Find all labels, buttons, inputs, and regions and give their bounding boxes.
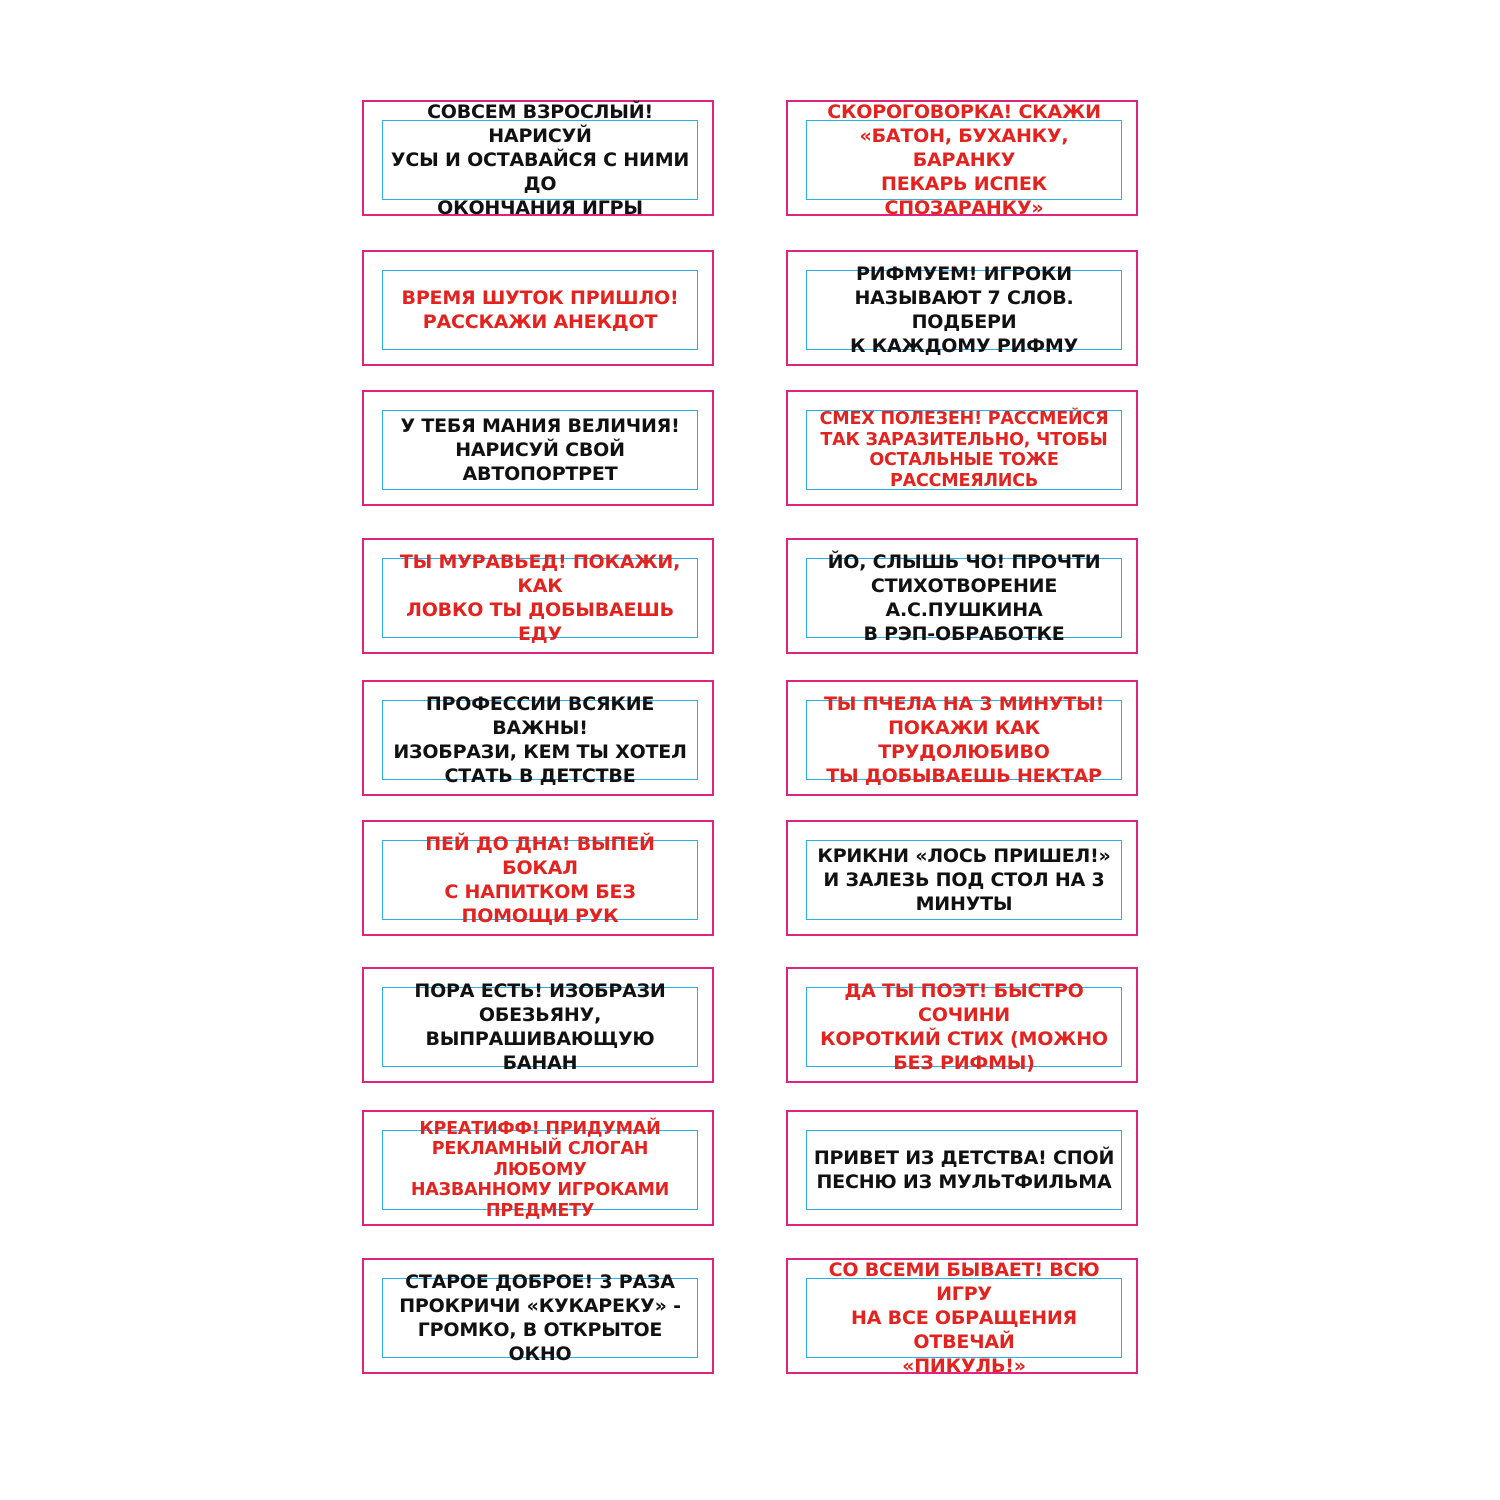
card-14 xyxy=(786,967,1138,1083)
card-inner-frame xyxy=(382,833,698,927)
card-5 xyxy=(362,390,714,506)
card-7 xyxy=(362,538,714,654)
card-text: КРИКНИ «ЛОСЬ ПРИШЕЛ!» И ЗАЛЕЗЬ ПОД СТОЛ НА 3 МИНУТЫ xyxy=(817,845,1111,915)
card-1 xyxy=(362,100,714,219)
card-text: ПРИВЕТ ИЗ ДЕТСТВА! СПОЙ ПЕСНЮ ИЗ МУЛЬТФИЛЬМА xyxy=(813,1147,1115,1193)
card-inner-frame xyxy=(806,840,1122,920)
card-12 xyxy=(786,820,1138,936)
card-15 xyxy=(362,1110,714,1226)
card-2 xyxy=(786,100,1138,219)
card-text: СМЕХ ПОЛЕЗЕН! РАССМЕЙСЯ ТАК ЗАРАЗИТЕЛЬНО, ЧТОБЫ ОСТАЛЬНЫЕ ТОЖЕ РАССМЕЯЛИСЬ xyxy=(819,409,1109,491)
card-inner-frame xyxy=(806,980,1122,1074)
card-text: ТЫ ПЧЕЛА НА 3 МИНУТЫ! ПОКАЖИ КАК ТРУДОЛЮБИВО ТЫ ДОБЫВАЕШЬ НЕКТАР xyxy=(823,693,1105,787)
card-text: СОВСЕМ ВЗРОСЛЫЙ! НАРИСУЙ УСЫ И ОСТАВАЙСЯ С НИМИ ДО ОКОНЧАНИЯ ИГРЫ xyxy=(390,101,690,219)
card-text: У ТЕБЯ МАНИЯ ВЕЛИЧИЯ! НАРИСУЙ СВОЙ АВТОПОРТРЕТ xyxy=(400,415,680,485)
card-18 xyxy=(786,1258,1138,1377)
card-inner-frame xyxy=(382,693,698,787)
card-text: ТЫ МУРАВЬЕД! ПОКАЖИ, КАК ЛОВКО ТЫ ДОБЫВАЕШЬ ЕДУ xyxy=(399,551,681,645)
card-inner-frame xyxy=(382,1118,698,1221)
card-10 xyxy=(786,680,1138,796)
card-inner-frame xyxy=(806,410,1122,490)
card-inner-frame xyxy=(806,263,1122,357)
card-4 xyxy=(786,250,1138,366)
card-text: КРЕАТИФФ! ПРИДУМАЙ РЕКЛАМНЫЙ СЛОГАН ЛЮБОМУ НАЗВАННОМУ ИГРОКАМИ ПРЕДМЕТУ xyxy=(410,1118,670,1221)
card-text: ПЕЙ ДО ДНА! ВЫПЕЙ БОКАЛ С НАПИТКОМ БЕЗ ПОМОЩИ РУК xyxy=(425,833,655,927)
card-8 xyxy=(786,538,1138,654)
card-inner-frame xyxy=(382,101,698,219)
card-inner-frame xyxy=(806,101,1122,219)
card-text: ВРЕМЯ ШУТОК ПРИШЛО! РАССКАЖИ АНЕКДОТ xyxy=(401,287,679,333)
card-inner-frame xyxy=(382,551,698,645)
card-inner-frame xyxy=(382,1271,698,1365)
card-3 xyxy=(362,250,714,366)
card-inner-frame xyxy=(806,1259,1122,1377)
card-text: ПОРА ЕСТЬ! ИЗОБРАЗИ ОБЕЗЬЯНУ, ВЫПРАШИВАЮЩУЮ БАНАН xyxy=(414,980,666,1074)
card-inner-frame xyxy=(806,1130,1122,1210)
card-inner-frame xyxy=(382,270,698,350)
card-inner-frame xyxy=(382,410,698,490)
card-text: СТАРОЕ ДОБРОЕ! 3 РАЗА ПРОКРИЧИ «КУКАРЕКУ» - ГРОМКО, В ОТКРЫТОЕ ОКНО xyxy=(399,1271,681,1365)
card-17 xyxy=(362,1258,714,1374)
card-text: СО ВСЕМИ БЫВАЕТ! ВСЮ ИГРУ НА ВСЕ ОБРАЩЕНИЯ ОТВЕЧАЙ «ПИКУЛЬ!» xyxy=(828,1259,1100,1377)
card-6 xyxy=(786,390,1138,506)
card-text: ДА ТЫ ПОЭТ! БЫСТРО СОЧИНИ КОРОТКИЙ СТИХ (МОЖНО БЕЗ РИФМЫ) xyxy=(820,980,1108,1074)
card-inner-frame xyxy=(806,693,1122,787)
card-text: СКОРОГОВОРКА! СКАЖИ «БАТОН, БУХАНКУ, БАРАНКУ ПЕКАРЬ ИСПЕК СПОЗАРАНКУ» xyxy=(827,101,1101,219)
card-text: ЙО, СЛЫШЬ ЧО! ПРОЧТИ СТИХОТВОРЕНИЕ А.С.ПУШКИНА В РЭП-ОБРАБОТКЕ xyxy=(827,551,1101,645)
card-text: ПРОФЕССИИ ВСЯКИЕ ВАЖНЫ! ИЗОБРАЗИ, КЕМ ТЫ ХОТЕЛ СТАТЬ В ДЕТСТВЕ xyxy=(393,693,687,787)
card-text: РИФМУЕМ! ИГРОКИ НАЗЫВАЮТ 7 СЛОВ. ПОДБЕРИ К КАЖДОМУ РИФМУ xyxy=(849,263,1079,357)
card-inner-frame xyxy=(806,551,1122,645)
card-inner-frame xyxy=(382,980,698,1074)
card-9 xyxy=(362,680,714,796)
card-11 xyxy=(362,820,714,936)
card-13 xyxy=(362,967,714,1083)
card-16 xyxy=(786,1110,1138,1226)
